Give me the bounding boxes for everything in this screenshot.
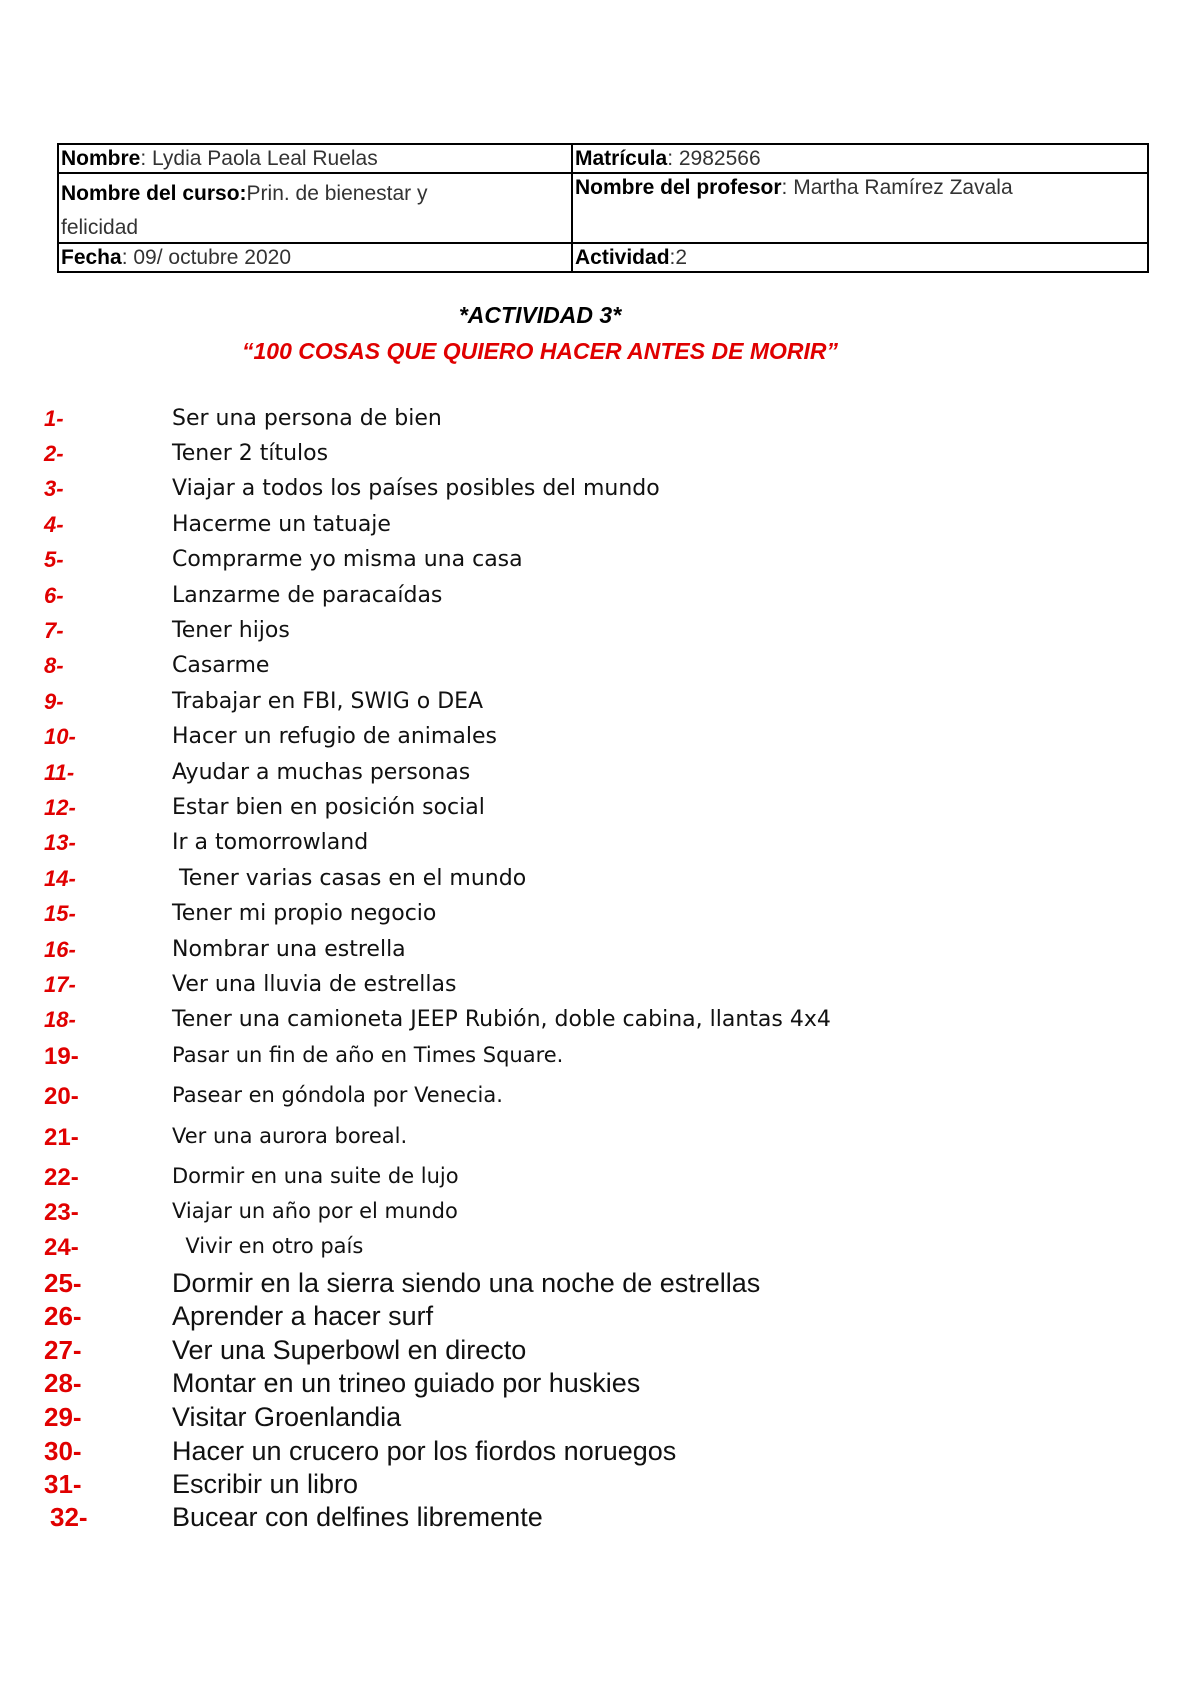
item-number: 25- [44,1268,82,1298]
list-item [0,1402,1200,1438]
item-number: 13- [44,830,76,855]
list-item [0,901,1200,937]
list-item [0,583,1200,619]
list-item [0,618,1200,654]
header-table [57,143,1149,273]
list-item [0,1469,1200,1505]
item-text: Ayudar a muchas personas [172,760,471,785]
list-item [0,866,1200,902]
item-text: Tener 2 títulos [172,441,329,466]
item-number: 27- [44,1335,82,1365]
curso-value-line2: felicidad [61,216,139,239]
item-number: 15- [44,901,76,926]
list-item [0,1335,1200,1371]
list-item [0,760,1200,796]
item-text: Hacer un refugio de animales [172,724,497,749]
fecha-value: : 09/ octubre 2020 [121,246,291,269]
item-text: Vivir en otro país [172,1234,364,1258]
item-number: 23- [44,1199,79,1226]
list-item [0,1234,1200,1270]
list-item [0,547,1200,583]
item-text: Ver una Superbowl en directo [172,1335,527,1365]
list-item [0,830,1200,866]
item-text: Casarme [172,653,270,678]
item-text: Pasar un fin de año en Times Square. [172,1043,564,1067]
item-text: Aprender a hacer surf [172,1301,434,1331]
list-item [0,1436,1200,1472]
profesor-label: Nombre del profesor [575,176,782,199]
list-item [0,1199,1200,1235]
list-item [0,689,1200,725]
item-text: Viajar un año por el mundo [172,1199,458,1223]
list-item [0,1083,1200,1119]
item-text: Estar bien en posición social [172,795,485,820]
item-text: Ir a tomorrowland [172,830,369,855]
item-text: Pasear en góndola por Venecia. [172,1083,503,1107]
item-number: 11- [44,760,75,785]
item-text: Montar en un trineo guiado por huskies [172,1368,641,1398]
list-item [0,972,1200,1008]
list-item [0,1368,1200,1404]
item-text: Viajar a todos los países posibles del mundo [172,476,660,501]
item-number: 1- [44,406,64,431]
list-item [0,441,1200,477]
matricula-label: Matrícula [575,147,668,170]
item-number: 31- [44,1469,82,1499]
nombre-label: Nombre [61,147,141,170]
item-text: Lanzarme de paracaídas [172,583,443,608]
list-item [0,512,1200,548]
item-number: 21- [44,1124,79,1151]
item-text: Tener una camioneta JEEP Rubión, doble cabina, llantas 4x4 [172,1007,831,1032]
item-number: 8- [44,653,64,678]
item-text: Nombrar una estrella [172,937,406,962]
list-item [0,653,1200,689]
item-number: 2- [44,441,64,466]
item-text: Bucear con delfines libremente [172,1502,543,1532]
item-text: Dormir en la sierra siendo una noche de estrellas [172,1268,761,1298]
item-number: 22- [44,1164,79,1191]
item-number: 6- [44,583,64,608]
curso-value-line1: Prin. de bienestar y [246,182,428,205]
item-text: Tener varias casas en el mundo [172,866,527,891]
nombre-cell [58,144,572,173]
item-text: Tener mi propio negocio [172,901,437,926]
item-text: Ver una aurora boreal. [172,1124,408,1148]
item-text: Hacerme un tatuaje [172,512,391,537]
item-number: 7- [44,618,64,643]
item-number: 4- [44,512,64,537]
profesor-cell [572,173,1148,243]
item-text: Escribir un libro [172,1469,359,1499]
actividad-value: :2 [669,246,688,269]
item-number: 17- [44,972,76,997]
list-title: “100 COSAS QUE QUIERO HACER ANTES DE MORIR” [242,338,838,364]
profesor-value: : Martha Ramírez Zavala [781,176,1013,199]
list-item [0,1268,1200,1304]
list-item [0,1301,1200,1337]
list-item [0,724,1200,760]
item-number: 16- [44,937,76,962]
item-text: Ser una persona de bien [172,406,442,431]
item-text: Hacer un crucero por los fiordos noruegos [172,1436,677,1466]
list-item [0,1043,1200,1079]
item-number: 26- [44,1301,82,1331]
list-item [0,1124,1200,1160]
activity-title: *ACTIVIDAD 3* [458,302,622,328]
item-number: 18- [44,1007,76,1032]
list-item [0,476,1200,512]
list-item [0,406,1200,442]
item-text: Visitar Groenlandia [172,1402,402,1432]
item-text: Ver una lluvia de estrellas [172,972,457,997]
curso-label: Nombre del curso: [61,182,247,205]
matricula-value: : 2982566 [667,147,761,170]
item-text: Comprarme yo misma una casa [172,547,523,572]
actividad-cell [572,243,1148,272]
item-text: Tener hijos [172,618,290,643]
list-item [0,1164,1200,1200]
item-number: 19- [44,1043,79,1070]
item-number: 3- [44,476,64,501]
list-item [0,1502,1200,1538]
fecha-cell [58,243,572,272]
list-item [0,937,1200,973]
list-item [0,1007,1200,1043]
item-number: 12- [44,795,76,820]
item-number: 32- [50,1502,88,1532]
item-number: 24- [44,1234,79,1261]
item-number: 28- [44,1368,82,1398]
item-text: Dormir en una suite de lujo [172,1164,459,1188]
matricula-cell [572,144,1148,173]
list-item [0,795,1200,831]
item-number: 9- [44,689,64,714]
item-number: 30- [44,1436,82,1466]
item-number: 14- [44,866,76,891]
item-number: 5- [44,547,64,572]
curso-cell [58,173,572,243]
fecha-label: Fecha [61,246,122,269]
nombre-value: : Lydia Paola Leal Ruelas [140,147,378,170]
item-number: 20- [44,1083,79,1110]
actividad-label: Actividad [575,246,670,269]
item-text: Trabajar en FBI, SWIG o DEA [172,689,484,714]
item-number: 10- [44,724,76,749]
item-number: 29- [44,1402,82,1432]
